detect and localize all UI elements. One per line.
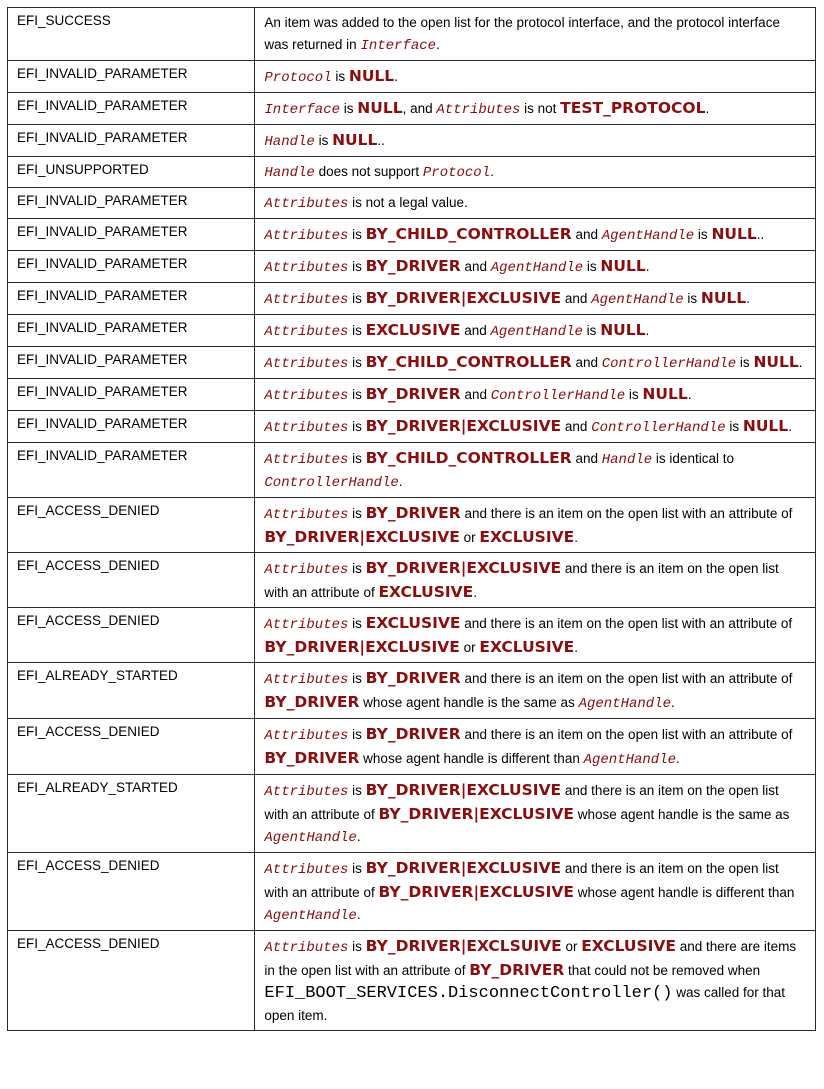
description-cell — [255, 608, 816, 663]
text: is — [348, 227, 366, 242]
table-row — [8, 283, 816, 315]
text: is — [348, 616, 366, 631]
status-code-cell: EFI_ACCESS_DENIED — [8, 608, 255, 663]
variable-name: AgentHandle — [264, 908, 357, 924]
keyword: NULL — [742, 417, 789, 435]
status-code-cell: EFI_SUCCESS — [8, 8, 255, 61]
text: An item was added to the open list for the protocol interface, and the protocol interface was returned in — [264, 15, 780, 52]
keyword: BY_DRIVER|EXCLUSIVE — [365, 559, 562, 577]
text: and — [561, 419, 592, 434]
variable-name: Attributes — [264, 672, 349, 688]
keyword: EXCLUSIVE — [378, 583, 474, 601]
text: . — [574, 530, 578, 545]
status-code-cell: EFI_INVALID_PARAMETER — [8, 379, 255, 411]
variable-name: Attributes — [264, 617, 349, 633]
description-cell — [255, 853, 816, 931]
status-code-cell: EFI_INVALID_PARAMETER — [8, 61, 255, 93]
description-cell — [255, 93, 816, 125]
variable-name: AgentHandle — [264, 830, 357, 846]
keyword: BY_DRIVER|EXCLUSIVE — [365, 859, 562, 877]
text: and — [571, 227, 602, 242]
text: . — [687, 387, 692, 402]
description-cell — [255, 347, 816, 379]
variable-name: Attributes — [264, 356, 349, 372]
text: . — [574, 640, 578, 655]
description-cell — [255, 498, 816, 553]
table-row — [8, 379, 816, 411]
keyword: NULL — [348, 67, 395, 85]
variable-name: AgentHandle — [583, 752, 677, 768]
status-code-rows — [8, 8, 816, 1031]
status-code-cell: EFI_INVALID_PARAMETER — [8, 443, 255, 498]
variable-name: Attributes — [264, 388, 349, 404]
table-row — [8, 61, 816, 93]
variable-name: Attributes — [264, 784, 349, 800]
keyword: NULL — [332, 131, 378, 149]
variable-name: Interface — [264, 102, 341, 118]
keyword: BY_DRIVER — [365, 257, 461, 275]
text: was called for that open item. — [264, 985, 786, 1023]
description-cell — [255, 411, 816, 443]
text: and — [561, 291, 592, 306]
text: is — [348, 323, 366, 338]
text: . — [798, 355, 803, 370]
text: . — [473, 585, 478, 600]
text: and there is an item on the open list with an attribute of — [460, 616, 793, 631]
table-row — [8, 219, 816, 251]
keyword: EXCLUSIVE — [479, 528, 575, 546]
variable-name: AgentHandle — [490, 324, 583, 340]
keyword: BY_DRIVER|EXCLUSIVE — [365, 289, 562, 307]
table-row — [8, 553, 816, 608]
keyword: NULL — [357, 99, 403, 117]
keyword: BY_CHILD_CONTROLLER — [365, 449, 572, 467]
text: is — [348, 355, 366, 370]
text: whose agent handle is different than — [359, 751, 584, 766]
keyword: EXCLUSIVE — [479, 638, 575, 656]
status-code-cell: EFI_ACCESS_DENIED — [8, 498, 255, 553]
table-row — [8, 8, 816, 61]
text: and — [460, 387, 491, 402]
keyword: BY_DRIVER — [264, 693, 360, 711]
table-row — [8, 775, 816, 853]
text: is — [625, 387, 643, 402]
text: is — [725, 419, 743, 434]
status-code-cell: EFI_INVALID_PARAMETER — [8, 125, 255, 157]
text: is — [348, 506, 366, 521]
table-row — [8, 251, 816, 283]
text: . — [788, 419, 792, 434]
variable-name: Attributes — [264, 292, 349, 308]
keyword: BY_DRIVER — [365, 385, 461, 403]
text: is — [348, 727, 366, 742]
status-code-cell: EFI_UNSUPPORTED — [8, 157, 255, 188]
text: and there are items in the open list with an attribute of — [264, 939, 797, 978]
status-code-cell: EFI_ALREADY_STARTED — [8, 663, 255, 719]
text: . — [490, 164, 494, 179]
description-cell — [255, 379, 816, 411]
variable-name: Attributes — [264, 562, 349, 578]
text: . — [398, 474, 403, 489]
description-cell — [255, 8, 816, 61]
keyword: BY_DRIVER|EXCLUSIVE — [365, 781, 562, 799]
keyword: BY_DRIVER — [469, 961, 565, 979]
keyword: NULL — [700, 289, 747, 307]
keyword: NULL — [600, 321, 646, 339]
keyword: BY_DRIVER|EXCLUSIVE — [264, 528, 460, 546]
status-code-cell: EFI_ACCESS_DENIED — [8, 853, 255, 931]
table-row — [8, 719, 816, 775]
description-cell — [255, 315, 816, 347]
text: is — [348, 671, 366, 686]
text: that could not be removed when — [564, 963, 761, 978]
variable-name: Attributes — [264, 862, 349, 878]
table-row — [8, 93, 816, 125]
text: is — [348, 939, 366, 954]
text: is — [736, 355, 754, 370]
table-row — [8, 498, 816, 553]
variable-name: Attributes — [264, 507, 349, 523]
text: is — [348, 561, 366, 576]
variable-name: Attributes — [264, 228, 349, 244]
description-cell — [255, 61, 816, 93]
variable-name: Attributes — [436, 102, 521, 118]
text: is — [348, 291, 366, 306]
table-row — [8, 157, 816, 188]
text: is — [348, 451, 366, 466]
text: . — [645, 259, 650, 274]
text: and — [571, 451, 602, 466]
description-cell — [255, 931, 816, 1031]
status-code-cell: EFI_ACCESS_DENIED — [8, 931, 255, 1031]
status-code-cell: EFI_ACCESS_DENIED — [8, 553, 255, 608]
variable-name: ControllerHandle — [601, 356, 737, 372]
text: . — [670, 695, 675, 710]
status-code-cell: EFI_INVALID_PARAMETER — [8, 347, 255, 379]
text: . — [705, 101, 710, 116]
text: is — [582, 323, 601, 338]
text: , and — [402, 101, 437, 116]
text: and there is an item on the open list with an attribute of — [460, 727, 793, 742]
description-cell — [255, 283, 816, 315]
variable-name: Attributes — [264, 420, 349, 436]
keyword: BY_DRIVER — [264, 749, 360, 767]
keyword: EXCLUSIVE — [581, 937, 677, 955]
text: is — [348, 259, 366, 274]
status-code-cell: EFI_INVALID_PARAMETER — [8, 93, 255, 125]
variable-name: Attributes — [264, 260, 349, 276]
text: and — [460, 259, 491, 274]
variable-name: Handle — [264, 165, 315, 181]
text: or — [459, 530, 480, 545]
variable-name: Attributes — [264, 452, 349, 468]
text: and there is an item on the open list with an attribute of — [460, 671, 793, 686]
code-call: EFI_BOOT_SERVICES.DisconnectController() — [264, 984, 673, 1003]
text: . — [394, 69, 398, 84]
text: whose agent handle is different than — [573, 885, 795, 900]
description-cell — [255, 251, 816, 283]
keyword: TEST_PROTOCOL — [560, 99, 706, 117]
text: is — [348, 783, 366, 798]
text: and there is an item on the open list with an attribute of — [460, 506, 793, 521]
text: whose agent handle is the same as — [573, 807, 790, 822]
status-code-cell: EFI_INVALID_PARAMETER — [8, 411, 255, 443]
variable-name: Attributes — [264, 940, 349, 956]
variable-name: Attributes — [264, 324, 349, 340]
keyword: BY_CHILD_CONTROLLER — [365, 353, 572, 371]
table-row — [8, 663, 816, 719]
text: .. — [377, 133, 385, 148]
table-row — [8, 125, 816, 157]
table-row — [8, 347, 816, 379]
text: is — [583, 259, 601, 274]
text: .. — [756, 227, 765, 242]
text: is — [348, 861, 366, 876]
description-cell — [255, 719, 816, 775]
text: is — [683, 291, 701, 306]
status-code-cell: EFI_INVALID_PARAMETER — [8, 283, 255, 315]
keyword: NULL — [711, 225, 757, 243]
description-cell — [255, 125, 816, 157]
table-row — [8, 315, 816, 347]
table-row — [8, 188, 816, 219]
variable-name: AgentHandle — [601, 228, 695, 244]
variable-name: ControllerHandle — [264, 475, 399, 491]
text: is not — [520, 101, 561, 116]
keyword: EXCLUSIVE — [365, 321, 461, 339]
text: . — [436, 37, 440, 52]
status-code-cell: EFI_INVALID_PARAMETER — [8, 219, 255, 251]
keyword: BY_DRIVER — [365, 504, 461, 522]
keyword: BY_DRIVER — [365, 669, 461, 687]
text: or — [561, 939, 582, 954]
variable-name: AgentHandle — [490, 260, 584, 276]
text: is identical to — [652, 451, 734, 466]
text: is — [340, 101, 358, 116]
text: . — [356, 907, 361, 922]
status-code-table — [7, 7, 816, 1031]
table-row — [8, 443, 816, 498]
keyword: BY_DRIVER — [365, 725, 461, 743]
text: and there is an item on the open list with an attribute of — [264, 561, 779, 600]
text: and there is an item on the open list with an attribute of — [264, 783, 779, 822]
status-code-cell: EFI_ALREADY_STARTED — [8, 775, 255, 853]
keyword: BY_CHILD_CONTROLLER — [365, 225, 572, 243]
table-row — [8, 411, 816, 443]
text: is — [331, 69, 349, 84]
variable-name: AgentHandle — [591, 292, 684, 308]
keyword: BY_DRIVER|EXCLUSIVE — [378, 883, 574, 901]
variable-name: Protocol — [422, 165, 491, 181]
variable-name: Handle — [264, 134, 315, 150]
description-cell — [255, 663, 816, 719]
description-cell — [255, 553, 816, 608]
text: . — [746, 291, 750, 306]
text: is — [694, 227, 712, 242]
status-code-cell: EFI_INVALID_PARAMETER — [8, 251, 255, 283]
variable-name: ControllerHandle — [490, 388, 626, 404]
text: is not a legal value. — [348, 195, 468, 210]
text: . — [676, 751, 680, 766]
keyword: EXCLUSIVE — [365, 614, 461, 632]
keyword: BY_DRIVER|EXCLUSIVE — [264, 638, 460, 656]
text: and there is an item on the open list with an attribute of — [264, 861, 779, 900]
keyword: NULL — [600, 257, 646, 275]
description-cell — [255, 188, 816, 219]
keyword: BY_DRIVER|EXCLSUIVE — [365, 937, 562, 955]
variable-name: AgentHandle — [578, 696, 671, 712]
variable-name: Handle — [601, 452, 653, 468]
text: is — [348, 387, 366, 402]
description-cell — [255, 219, 816, 251]
text: does not support — [314, 164, 423, 179]
text: or — [459, 640, 480, 655]
variable-name: Interface — [360, 38, 437, 54]
status-code-cell: EFI_INVALID_PARAMETER — [8, 315, 255, 347]
text: is — [348, 419, 366, 434]
variable-name: Protocol — [264, 70, 332, 86]
variable-name: ControllerHandle — [591, 420, 726, 436]
status-code-cell: EFI_INVALID_PARAMETER — [8, 188, 255, 219]
text: and — [571, 355, 602, 370]
keyword: BY_DRIVER|EXCLUSIVE — [378, 805, 574, 823]
table-row — [8, 931, 816, 1031]
keyword: BY_DRIVER|EXCLUSIVE — [365, 417, 562, 435]
table-row — [8, 608, 816, 663]
description-cell — [255, 775, 816, 853]
table-row — [8, 853, 816, 931]
description-cell — [255, 157, 816, 188]
text: is — [314, 133, 333, 148]
description-cell — [255, 443, 816, 498]
keyword: NULL — [753, 353, 799, 371]
variable-name: Attributes — [264, 728, 349, 744]
text: and — [460, 323, 491, 338]
text: whose agent handle is the same as — [359, 695, 579, 710]
text: . — [356, 829, 361, 844]
text: . — [645, 323, 650, 338]
status-code-cell: EFI_ACCESS_DENIED — [8, 719, 255, 775]
keyword: NULL — [642, 385, 688, 403]
variable-name: Attributes — [264, 196, 349, 212]
